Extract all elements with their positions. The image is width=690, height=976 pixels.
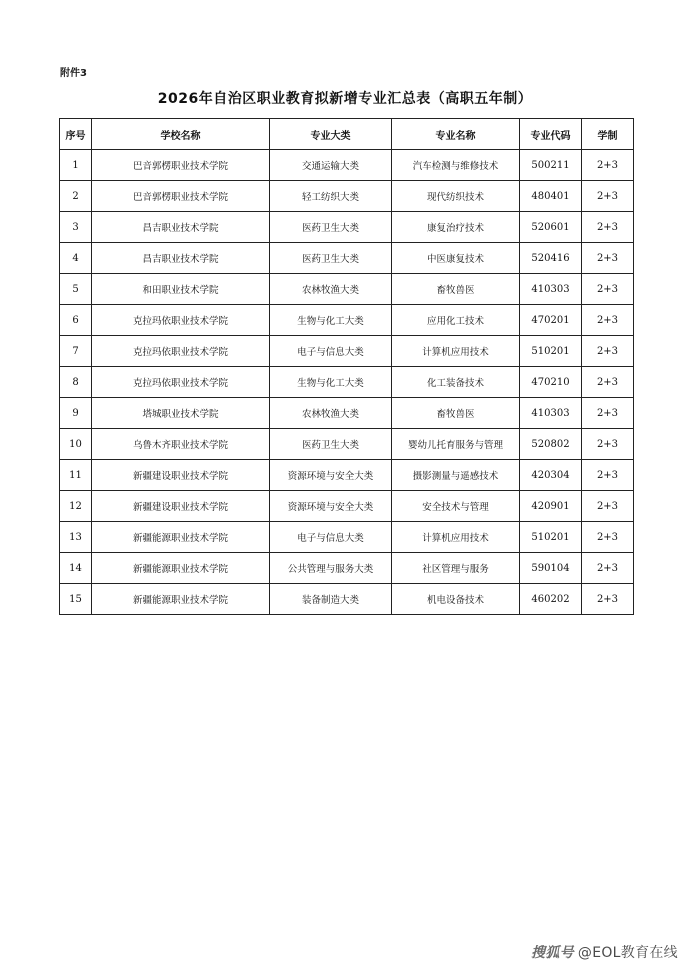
cell-index: 5 [60, 274, 92, 305]
cell-school: 克拉玛依职业技术学院 [92, 367, 270, 398]
cell-index: 11 [60, 460, 92, 491]
cell-major: 汽车检测与维修技术 [392, 150, 520, 181]
cell-code: 520802 [520, 429, 582, 460]
table-row [60, 150, 634, 181]
cell-major: 中医康复技术 [392, 243, 520, 274]
cell-school: 塔城职业技术学院 [92, 398, 270, 429]
cell-school: 巴音郭楞职业技术学院 [92, 150, 270, 181]
cell-category: 轻工纺织大类 [270, 181, 392, 212]
cell-code: 510201 [520, 522, 582, 553]
column-header-category: 专业大类 [270, 119, 392, 150]
cell-major: 机电设备技术 [392, 584, 520, 615]
cell-category: 资源环境与安全大类 [270, 460, 392, 491]
cell-category: 医药卫生大类 [270, 243, 392, 274]
cell-school: 新疆能源职业技术学院 [92, 522, 270, 553]
cell-school: 新疆能源职业技术学院 [92, 553, 270, 584]
cell-category: 医药卫生大类 [270, 429, 392, 460]
table-row [60, 584, 634, 615]
cell-category: 电子与信息大类 [270, 336, 392, 367]
table-row [60, 181, 634, 212]
cell-school: 昌吉职业技术学院 [92, 212, 270, 243]
cell-major: 畜牧兽医 [392, 274, 520, 305]
table-row [60, 522, 634, 553]
cell-code: 520416 [520, 243, 582, 274]
cell-category: 公共管理与服务大类 [270, 553, 392, 584]
cell-duration: 2+3 [582, 398, 634, 429]
cell-duration: 2+3 [582, 181, 634, 212]
cell-code: 520601 [520, 212, 582, 243]
cell-code: 510201 [520, 336, 582, 367]
cell-major: 安全技术与管理 [392, 491, 520, 522]
cell-code: 470210 [520, 367, 582, 398]
table-row [60, 398, 634, 429]
cell-index: 13 [60, 522, 92, 553]
cell-category: 生物与化工大类 [270, 367, 392, 398]
cell-duration: 2+3 [582, 460, 634, 491]
majors-table [59, 118, 634, 615]
table-row [60, 553, 634, 584]
cell-duration: 2+3 [582, 584, 634, 615]
cell-duration: 2+3 [582, 336, 634, 367]
cell-major: 畜牧兽医 [392, 398, 520, 429]
table-row [60, 460, 634, 491]
cell-code: 470201 [520, 305, 582, 336]
cell-major: 计算机应用技术 [392, 522, 520, 553]
cell-duration: 2+3 [582, 243, 634, 274]
table-row [60, 243, 634, 274]
cell-school: 新疆建设职业技术学院 [92, 460, 270, 491]
cell-major: 化工装备技术 [392, 367, 520, 398]
cell-index: 6 [60, 305, 92, 336]
cell-duration: 2+3 [582, 150, 634, 181]
cell-code: 590104 [520, 553, 582, 584]
cell-school: 克拉玛依职业技术学院 [92, 336, 270, 367]
cell-code: 500211 [520, 150, 582, 181]
cell-school: 和田职业技术学院 [92, 274, 270, 305]
table-row [60, 491, 634, 522]
cell-category: 农林牧渔大类 [270, 274, 392, 305]
column-header-duration: 学制 [582, 119, 634, 150]
cell-index: 3 [60, 212, 92, 243]
cell-code: 410303 [520, 398, 582, 429]
cell-school: 克拉玛依职业技术学院 [92, 305, 270, 336]
cell-index: 7 [60, 336, 92, 367]
column-header-school: 学校名称 [92, 119, 270, 150]
page-title: 2026年自治区职业教育拟新增专业汇总表（高职五年制） [157, 91, 533, 107]
cell-index: 12 [60, 491, 92, 522]
cell-major: 婴幼儿托育服务与管理 [392, 429, 520, 460]
cell-index: 8 [60, 367, 92, 398]
column-header-code: 专业代码 [520, 119, 582, 150]
cell-major: 摄影测量与遥感技术 [392, 460, 520, 491]
table-row [60, 336, 634, 367]
table-row [60, 367, 634, 398]
cell-index: 9 [60, 398, 92, 429]
cell-major: 康复治疗技术 [392, 212, 520, 243]
cell-major: 社区管理与服务 [392, 553, 520, 584]
cell-index: 2 [60, 181, 92, 212]
cell-major: 现代纺织技术 [392, 181, 520, 212]
cell-index: 15 [60, 584, 92, 615]
column-header-major: 专业名称 [392, 119, 520, 150]
table-row [60, 212, 634, 243]
table-row [60, 429, 634, 460]
cell-major: 计算机应用技术 [392, 336, 520, 367]
cell-category: 电子与信息大类 [270, 522, 392, 553]
cell-code: 420901 [520, 491, 582, 522]
watermark-brand: 搜狐号 [531, 945, 574, 961]
cell-index: 4 [60, 243, 92, 274]
cell-school: 新疆建设职业技术学院 [92, 491, 270, 522]
cell-duration: 2+3 [582, 212, 634, 243]
cell-duration: 2+3 [582, 367, 634, 398]
cell-school: 乌鲁木齐职业技术学院 [92, 429, 270, 460]
cell-code: 480401 [520, 181, 582, 212]
cell-category: 装备制造大类 [270, 584, 392, 615]
cell-category: 资源环境与安全大类 [270, 491, 392, 522]
cell-category: 生物与化工大类 [270, 305, 392, 336]
cell-school: 新疆能源职业技术学院 [92, 584, 270, 615]
cell-major: 应用化工技术 [392, 305, 520, 336]
cell-duration: 2+3 [582, 429, 634, 460]
table-row [60, 305, 634, 336]
attachment-label: 附件3 [60, 68, 87, 79]
watermark-handle: @EOL教育在线 [577, 945, 678, 961]
source-watermark [531, 942, 678, 962]
cell-duration: 2+3 [582, 305, 634, 336]
table-row [60, 274, 634, 305]
cell-duration: 2+3 [582, 522, 634, 553]
cell-duration: 2+3 [582, 274, 634, 305]
cell-index: 14 [60, 553, 92, 584]
cell-index: 1 [60, 150, 92, 181]
cell-duration: 2+3 [582, 553, 634, 584]
cell-category: 交通运输大类 [270, 150, 392, 181]
cell-code: 460202 [520, 584, 582, 615]
cell-category: 农林牧渔大类 [270, 398, 392, 429]
column-header-index: 序号 [60, 119, 92, 150]
cell-school: 巴音郭楞职业技术学院 [92, 181, 270, 212]
cell-code: 410303 [520, 274, 582, 305]
cell-duration: 2+3 [582, 491, 634, 522]
table-header-row [60, 119, 634, 150]
cell-index: 10 [60, 429, 92, 460]
cell-school: 昌吉职业技术学院 [92, 243, 270, 274]
cell-category: 医药卫生大类 [270, 212, 392, 243]
cell-code: 420304 [520, 460, 582, 491]
